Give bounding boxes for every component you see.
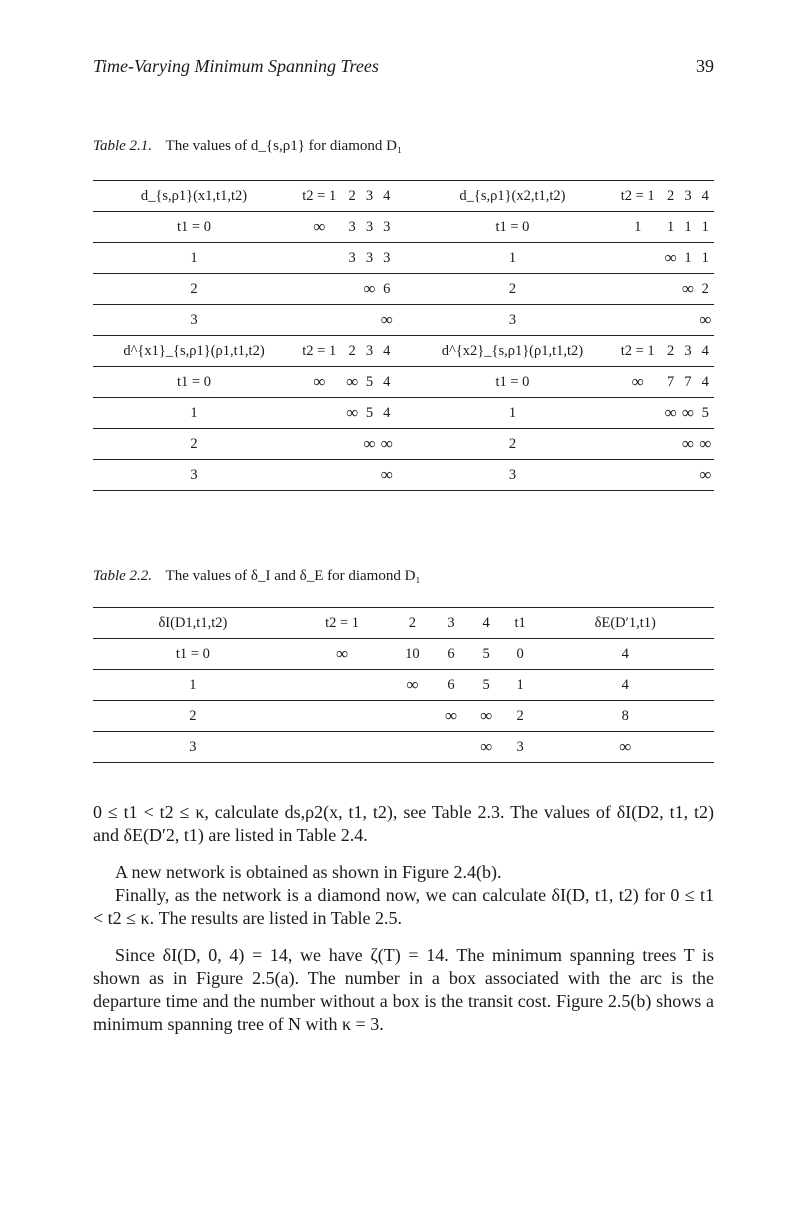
table-cell: 7 <box>662 367 679 398</box>
table-cell <box>662 429 679 460</box>
header-cell: 4 <box>378 181 395 212</box>
table-2-1-caption <box>93 138 402 155</box>
header-cell: 2 <box>662 336 679 367</box>
table-cell: ∞ <box>344 398 361 429</box>
table-row <box>93 367 714 398</box>
table-2-1-caption-text: The values of d_{s,ρ1} for diamond D₁ <box>165 138 403 154</box>
table-cell: ∞ <box>697 305 714 336</box>
table-cell: 1 <box>697 243 714 274</box>
header-cell: t2 = 1 <box>613 336 662 367</box>
paragraph-1: 0 ≤ t1 < t2 ≤ κ, calculate ds,ρ2(x, t1, t2), see Table 2.3. The values of δI(D2, t1, t2) and δE(D′2, t1) are listed in Table 2.4. <box>93 802 714 845</box>
table-2-2-label: Table 2.2. <box>93 568 153 584</box>
table-cell: t1 = 0 <box>93 639 293 670</box>
table-cell <box>391 701 433 732</box>
table-cell <box>613 429 662 460</box>
table-cell: 1 <box>411 243 613 274</box>
table-cell: ∞ <box>679 429 696 460</box>
header-cell: 3 <box>679 336 696 367</box>
table-cell <box>344 305 361 336</box>
table-cell: ∞ <box>295 212 344 243</box>
table-cell: 3 <box>93 732 293 763</box>
table-cell <box>613 398 662 429</box>
table-cell: 2 <box>411 274 613 305</box>
table-cell <box>613 460 662 491</box>
table-cell: 4 <box>697 367 714 398</box>
header-cell: 4 <box>469 608 504 639</box>
table-cell: ∞ <box>679 398 696 429</box>
table-cell: 2 <box>697 274 714 305</box>
table-header-row <box>93 608 714 639</box>
table-cell: 10 <box>391 639 433 670</box>
table-row <box>93 701 714 732</box>
header-cell: 3 <box>433 608 468 639</box>
table-cell: ∞ <box>391 670 433 701</box>
table-cell <box>679 305 696 336</box>
table-cell: ∞ <box>697 460 714 491</box>
table-cell <box>295 274 344 305</box>
table-cell: 3 <box>361 243 378 274</box>
table-cell: 3 <box>93 305 295 336</box>
table-cell: 1 <box>504 670 537 701</box>
table-row <box>93 305 714 336</box>
table-cell: ∞ <box>662 398 679 429</box>
table-cell: 3 <box>411 305 613 336</box>
table-cell: ∞ <box>536 732 714 763</box>
table-cell: 3 <box>411 460 613 491</box>
table-cell: ∞ <box>293 639 392 670</box>
header-cell: 3 <box>361 336 378 367</box>
table-row <box>93 460 714 491</box>
table-cell: 5 <box>469 639 504 670</box>
table-cell: 2 <box>411 429 613 460</box>
table-cell: ∞ <box>469 701 504 732</box>
table-cell <box>295 243 344 274</box>
table-cell <box>662 274 679 305</box>
header-cell: d^{x2}_{s,ρ1}(ρ1,t1,t2) <box>411 336 613 367</box>
table-cell: 1 <box>613 212 662 243</box>
table-cell: 1 <box>93 670 293 701</box>
table-cell: ∞ <box>378 460 395 491</box>
table-2-1-label: Table 2.1. <box>93 138 153 154</box>
header-cell: 3 <box>361 181 378 212</box>
table-cell: 3 <box>361 212 378 243</box>
header-cell: δI(D1,t1,t2) <box>93 608 293 639</box>
table-cell <box>662 460 679 491</box>
table-cell: ∞ <box>361 429 378 460</box>
table-row <box>93 732 714 763</box>
header-cell: d_{s,ρ1}(x1,t1,t2) <box>93 181 295 212</box>
table-cell: ∞ <box>378 305 395 336</box>
table-cell: ∞ <box>697 429 714 460</box>
header-cell: d_{s,ρ1}(x2,t1,t2) <box>411 181 613 212</box>
table-cell: 4 <box>536 670 714 701</box>
table-cell: 4 <box>378 367 395 398</box>
table-cell: 3 <box>504 732 537 763</box>
table-cell: 3 <box>378 243 395 274</box>
body-text <box>93 801 714 1036</box>
table-cell: ∞ <box>662 243 679 274</box>
header-cell: 3 <box>679 181 696 212</box>
table-cell <box>662 305 679 336</box>
table-row <box>93 243 714 274</box>
table-cell: 1 <box>697 212 714 243</box>
table-cell <box>613 243 662 274</box>
table-cell: 5 <box>361 367 378 398</box>
table-cell: ∞ <box>679 274 696 305</box>
table-cell: ∞ <box>613 367 662 398</box>
table-cell <box>295 305 344 336</box>
table-cell: t1 = 0 <box>411 367 613 398</box>
table-row <box>93 639 714 670</box>
header-cell: 2 <box>344 336 361 367</box>
table-cell <box>361 460 378 491</box>
table-cell: 1 <box>679 243 696 274</box>
table-cell: t1 = 0 <box>411 212 613 243</box>
table-cell <box>613 305 662 336</box>
table-row <box>93 274 714 305</box>
table-cell: ∞ <box>378 429 395 460</box>
table-cell: 6 <box>433 639 468 670</box>
table-cell: t1 = 0 <box>93 212 295 243</box>
table-cell: 5 <box>361 398 378 429</box>
table-cell: 5 <box>469 670 504 701</box>
table-2-1 <box>93 180 714 491</box>
table-cell: 4 <box>536 639 714 670</box>
table-cell: 4 <box>378 398 395 429</box>
table-cell: 3 <box>93 460 295 491</box>
table-cell: 1 <box>679 212 696 243</box>
table-2-2 <box>93 607 714 763</box>
table-cell: ∞ <box>361 274 378 305</box>
header-cell: d^{x1}_{s,ρ1}(ρ1,t1,t2) <box>93 336 295 367</box>
table-cell: 2 <box>93 429 295 460</box>
table-cell <box>293 732 392 763</box>
header-cell: t2 = 1 <box>295 336 344 367</box>
table-cell <box>295 460 344 491</box>
header-cell: 2 <box>344 181 361 212</box>
table-cell <box>344 429 361 460</box>
running-title: Time-Varying Minimum Spanning Trees <box>93 56 379 76</box>
table-row <box>93 429 714 460</box>
header-cell: t2 = 1 <box>613 181 662 212</box>
table-2-2-caption <box>93 568 421 585</box>
table-cell: ∞ <box>469 732 504 763</box>
table-row <box>93 670 714 701</box>
table-row <box>93 398 714 429</box>
table-cell: 3 <box>344 212 361 243</box>
header-cell: t2 = 1 <box>293 608 392 639</box>
header-cell: t1 <box>504 608 537 639</box>
table-cell <box>391 732 433 763</box>
table-cell <box>433 732 468 763</box>
table-cell: 2 <box>504 701 537 732</box>
header-cell: 4 <box>697 181 714 212</box>
header-cell: 2 <box>662 181 679 212</box>
table-2-2-caption-text: The values of δ_I and δ_E for diamond D₁ <box>165 568 421 584</box>
table-cell <box>293 670 392 701</box>
table-cell: 6 <box>378 274 395 305</box>
table-header-row <box>93 336 714 367</box>
table-cell: 8 <box>536 701 714 732</box>
table-cell: 3 <box>378 212 395 243</box>
table-cell: 0 <box>504 639 537 670</box>
table-cell: ∞ <box>295 367 344 398</box>
header-cell: 4 <box>697 336 714 367</box>
table-cell: 7 <box>679 367 696 398</box>
table-row <box>93 212 714 243</box>
header-cell: 4 <box>378 336 395 367</box>
table-cell: 5 <box>697 398 714 429</box>
paragraph-3: Finally, as the network is a diamond now, we can calculate δI(D, t1, t2) for 0 ≤ t1 < t2 ≤ κ. The results are listed in Table 2.5. <box>93 885 714 928</box>
table-cell: 1 <box>93 243 295 274</box>
table-cell: 1 <box>662 212 679 243</box>
running-head <box>93 56 714 80</box>
table-cell <box>679 460 696 491</box>
table-cell: ∞ <box>433 701 468 732</box>
table-cell <box>613 274 662 305</box>
table-cell: ∞ <box>344 367 361 398</box>
header-cell: 2 <box>391 608 433 639</box>
table-cell: 3 <box>344 243 361 274</box>
table-cell <box>295 398 344 429</box>
table-cell <box>344 274 361 305</box>
paragraph-4: Since δI(D, 0, 4) = 14, we have ζ(T) = 14. The minimum spanning trees T is shown as in Figure 2.5(a). The number in a box associated with the arc is the departure time and the number without a box is the transit cost. Figure 2.5(b) shows a minimum spanning tree of N with κ = 3. <box>93 945 714 1034</box>
header-cell: t2 = 1 <box>295 181 344 212</box>
table-cell <box>344 460 361 491</box>
table-cell: 2 <box>93 701 293 732</box>
page-number: 39 <box>696 56 714 76</box>
table-cell: 6 <box>433 670 468 701</box>
table-header-row <box>93 181 714 212</box>
table-cell: 1 <box>411 398 613 429</box>
table-cell: 2 <box>93 274 295 305</box>
table-cell: 1 <box>93 398 295 429</box>
table-cell <box>361 305 378 336</box>
paragraph-2: A new network is obtained as shown in Figure 2.4(b). <box>115 862 502 882</box>
table-cell: t1 = 0 <box>93 367 295 398</box>
header-cell: δE(D′1,t1) <box>536 608 714 639</box>
table-cell <box>295 429 344 460</box>
table-cell <box>293 701 392 732</box>
